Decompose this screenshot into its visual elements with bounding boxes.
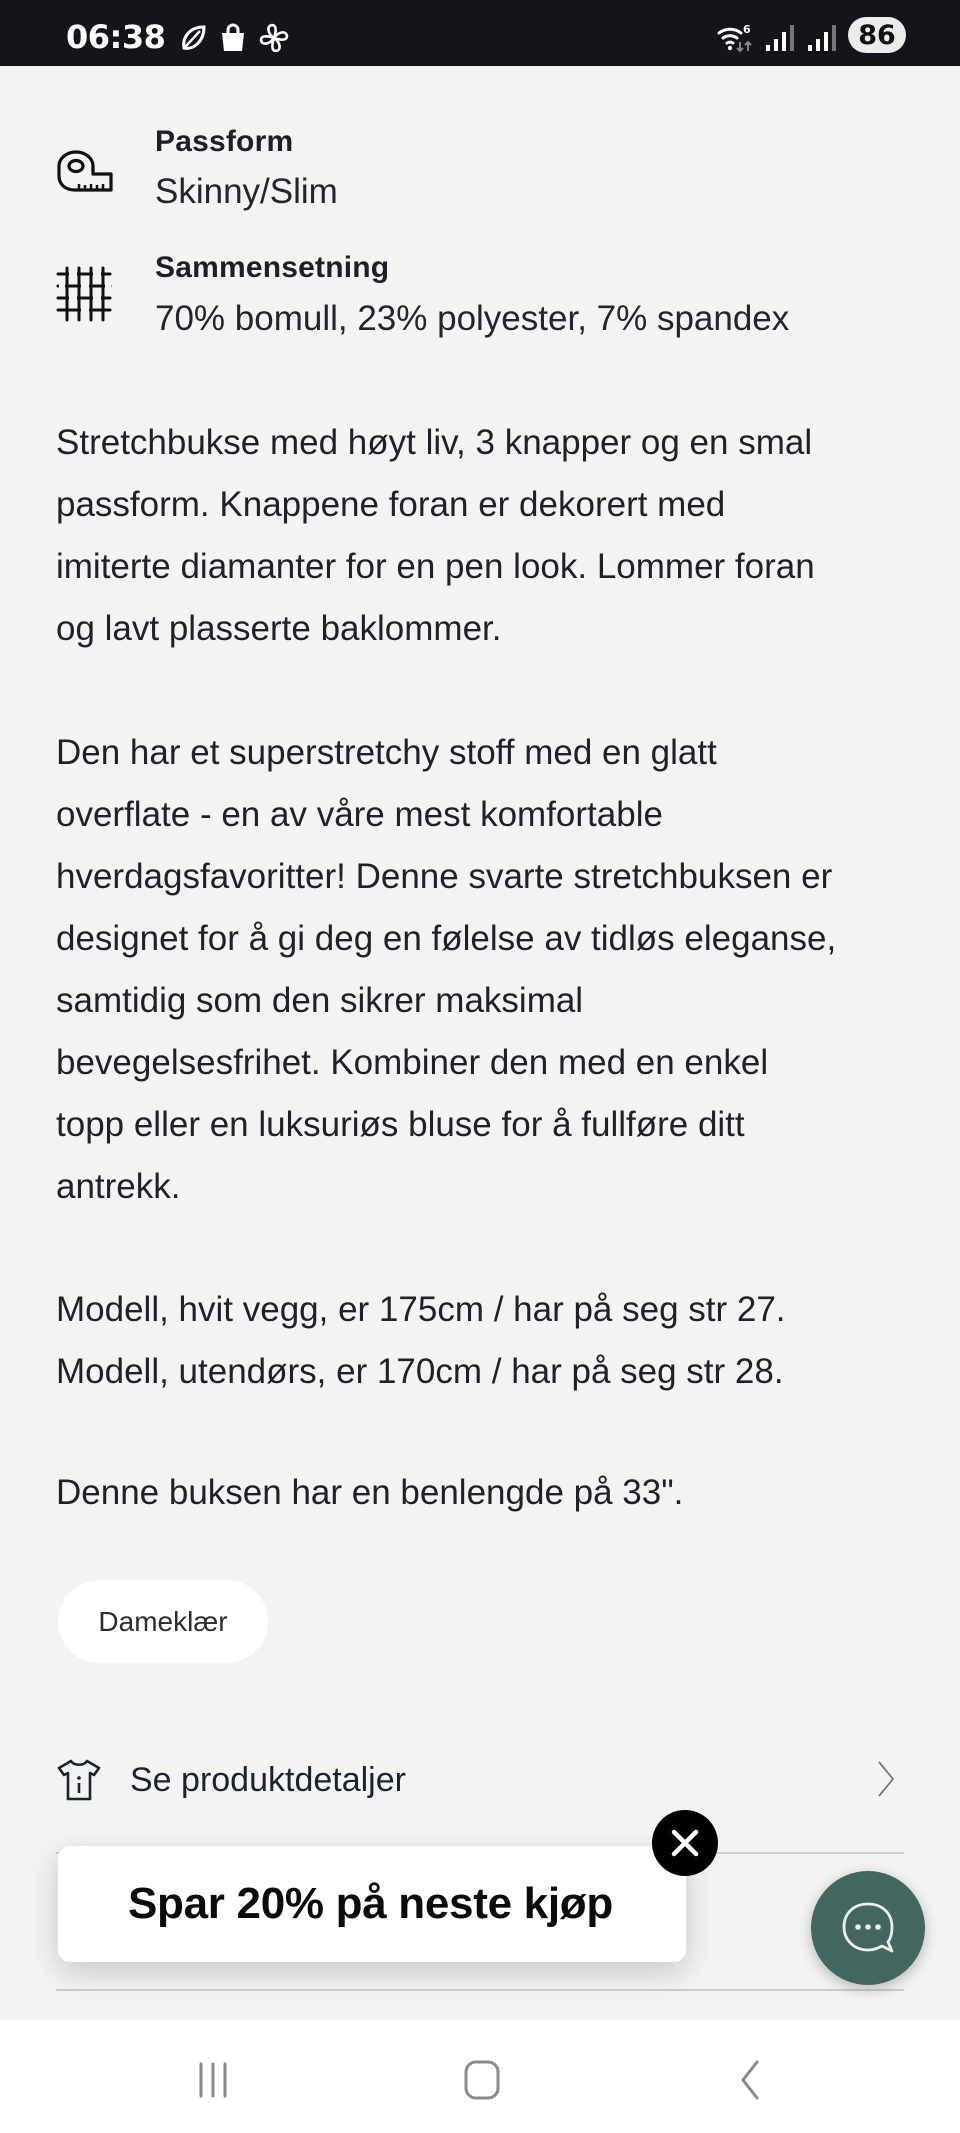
- description-line: overflate - en av våre mest komfortable: [56, 795, 663, 834]
- description-line: bevegelsesfrihet. Kombiner den med en enkel: [56, 1043, 769, 1082]
- model-info: [56, 1279, 916, 1403]
- back-icon: [735, 2058, 765, 2102]
- attribute-label: Passform: [155, 125, 294, 158]
- promo-close-button[interactable]: [652, 1810, 718, 1876]
- description-paragraph-1: [56, 412, 916, 660]
- attribute-value: 70% bomull, 23% polyester, 7% spandex: [155, 299, 790, 338]
- chat-button[interactable]: [811, 1871, 925, 1985]
- shopping-bag-icon: [218, 23, 248, 53]
- model-line: Modell, utendørs, er 170cm / har på seg str 28.: [56, 1352, 784, 1391]
- battery-indicator: 86: [848, 17, 906, 53]
- description-line: samtidig som den sikrer maksimal: [56, 981, 584, 1020]
- recent-apps-button[interactable]: [183, 2050, 243, 2110]
- category-chip-dameklaer[interactable]: Dameklær: [58, 1580, 268, 1663]
- attribute-value: Skinny/Slim: [155, 172, 338, 211]
- chevron-right-icon: [876, 1759, 896, 1799]
- recent-apps-icon: [193, 2060, 233, 2100]
- product-details-label: Se produktdetaljer: [130, 1760, 406, 1799]
- model-line: Modell, hvit vegg, er 175cm / har på seg str 27.: [56, 1290, 786, 1329]
- description-line: passform. Knappene foran er dekorert med: [56, 485, 726, 524]
- pinwheel-icon: [258, 22, 290, 54]
- fabric-weave-icon: [55, 265, 113, 323]
- close-icon: [670, 1828, 700, 1858]
- shirt-info-icon: [56, 1758, 102, 1802]
- status-bar: [0, 0, 960, 66]
- back-button[interactable]: [720, 2050, 780, 2110]
- description-line: imiterte diamanter for en pen look. Lommer foran: [56, 547, 815, 586]
- attribute-label: Sammensetning: [155, 251, 390, 284]
- leg-length-info: [56, 1462, 916, 1524]
- description-line: topp eller en luksuriøs bluse for å fullføre ditt: [56, 1105, 745, 1144]
- description-line: Den har et superstretchy stoff med en glatt: [56, 733, 717, 772]
- chat-bubble-icon: [836, 1896, 900, 1960]
- description-line: hverdagsfavoritter! Denne svarte stretchbuksen er: [56, 857, 833, 896]
- home-button[interactable]: [452, 2050, 512, 2110]
- signal-icon: [806, 23, 840, 53]
- description-line: Stretchbukse med høyt liv, 3 knapper og en smal: [56, 423, 813, 462]
- svg-text:6: 6: [743, 23, 751, 36]
- leaf-icon: [178, 23, 208, 53]
- signal-icon: [764, 23, 798, 53]
- system-nav-bar: [0, 2020, 960, 2133]
- leg-length-line: Denne buksen har en benlengde på 33".: [56, 1473, 684, 1512]
- description-line: og lavt plasserte baklommer.: [56, 609, 502, 648]
- system-icons: [716, 19, 906, 54]
- description-paragraph-2: [56, 722, 916, 1218]
- wifi-6-icon: [716, 22, 756, 54]
- description-line: designet for å gi deg en følelse av tidløs eleganse,: [56, 919, 837, 958]
- home-icon: [462, 2058, 502, 2102]
- description-line: antrekk.: [56, 1167, 181, 1206]
- promo-text: Spar 20% på neste kjøp: [128, 1879, 613, 1928]
- tape-measure-icon: [55, 148, 115, 194]
- status-time: 06:38: [66, 18, 166, 56]
- divider: [56, 1989, 904, 1991]
- promo-banner[interactable]: [58, 1846, 686, 1962]
- notification-icons: [178, 22, 290, 54]
- product-details-row[interactable]: [56, 1745, 904, 1815]
